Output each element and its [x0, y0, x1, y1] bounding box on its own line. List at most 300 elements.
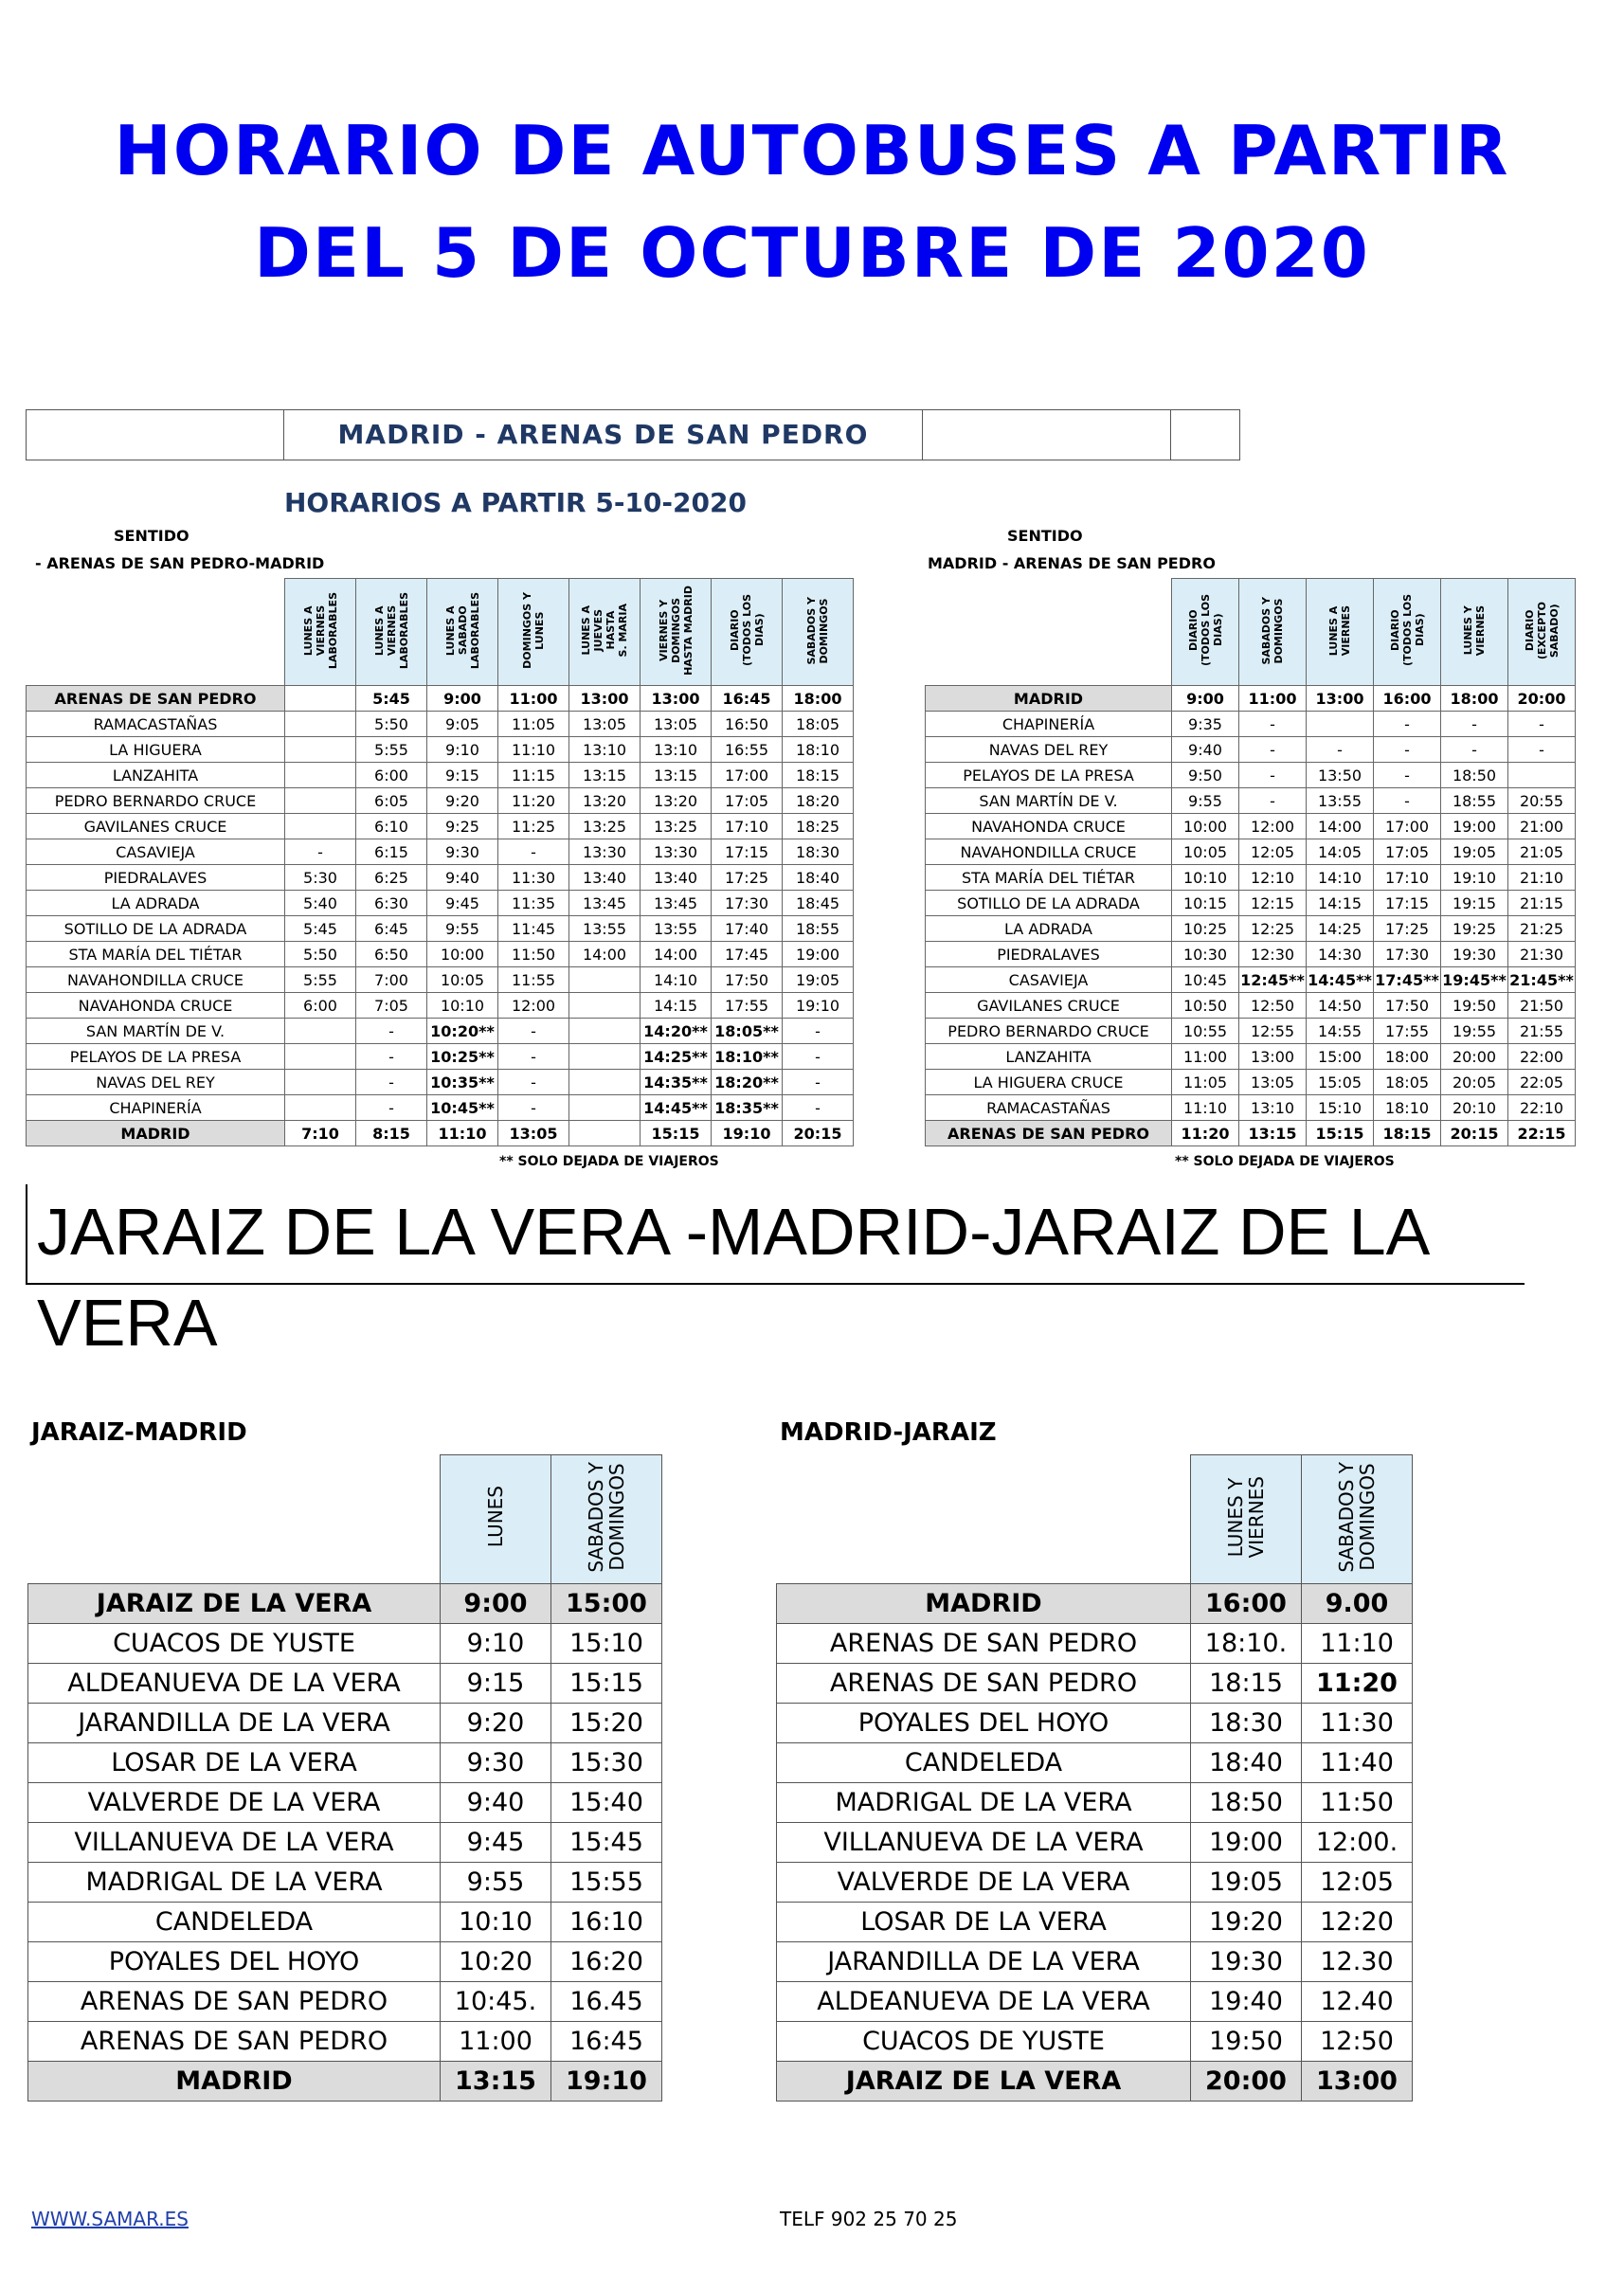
madrid-jaraiz-time-cell: 19:40: [1191, 1982, 1302, 2022]
right-table-time-cell: 12:45**: [1239, 967, 1307, 993]
left-table-stop-name: SOTILLO DE LA ADRADA: [27, 916, 285, 942]
right-table-time-cell: 11:20: [1172, 1121, 1239, 1146]
left-table-time-cell: 14:35**: [641, 1070, 712, 1095]
right-table-time-cell: 20:00: [1508, 686, 1576, 712]
madrid-jaraiz-time-cell: 18:10.: [1191, 1624, 1302, 1664]
right-table-stop-name: LA HIGUERA CRUCE: [926, 1070, 1172, 1095]
left-table-column-header-line: DOMINGOS: [669, 597, 682, 664]
left-table-column-header-line: HASTA MADRID: [681, 586, 695, 676]
left-table-column-header-line: JUEVES: [592, 609, 604, 652]
right-table-column-header-line: SABADOS Y: [1260, 596, 1272, 665]
right-table-time-cell: 21:05: [1508, 839, 1576, 865]
left-table-stop-name: NAVAHONDA CRUCE: [27, 993, 285, 1019]
jaraiz-madrid-time-cell: 16.45: [551, 1982, 662, 2022]
right-table-column-header-line: (EXCEPTO: [1535, 601, 1548, 660]
right-table-column-header: [1441, 579, 1508, 686]
left-table-row: [27, 1095, 854, 1121]
right-table-time-cell: -: [1239, 763, 1307, 788]
right-table-time-cell: 13:05: [1239, 1070, 1307, 1095]
madrid-jaraiz-row: [777, 1942, 1413, 1982]
left-table-row: [27, 865, 854, 891]
right-table-time-cell: 13:10: [1239, 1095, 1307, 1121]
right-table-time-cell: 21:15: [1508, 891, 1576, 916]
right-table-time-cell: 20:00: [1441, 1044, 1508, 1070]
page-title: [0, 99, 1624, 304]
page-title-line-2: DEL 5 DE OCTUBRE DE 2020: [254, 213, 1370, 293]
right-table-time-cell: 17:55: [1374, 1019, 1441, 1044]
left-table-time-cell: 14:15: [641, 993, 712, 1019]
jaraiz-madrid-time-cell: 10:45.: [441, 1982, 551, 2022]
madrid-jaraiz-time-cell: 18:15: [1191, 1664, 1302, 1704]
left-table-stop-name: PEDRO BERNARDO CRUCE: [27, 788, 285, 814]
jaraiz-madrid-time-cell: 10:20: [441, 1942, 551, 1982]
right-table-time-cell: 19:50: [1441, 993, 1508, 1019]
right-table-time-cell: 18:10: [1374, 1095, 1441, 1121]
left-table-time-cell: 6:25: [356, 865, 427, 891]
right-table-stop-name: PELAYOS DE LA PRESA: [926, 763, 1172, 788]
right-table-time-cell: 18:15: [1374, 1121, 1441, 1146]
left-table-time-cell: 15:15: [641, 1121, 712, 1146]
left-table-time-cell: [285, 814, 356, 839]
left-table-time-cell: 10:45**: [427, 1095, 498, 1121]
left-table-time-cell: 9:20: [427, 788, 498, 814]
right-table-stop-name: PIEDRALAVES: [926, 942, 1172, 967]
madrid-jaraiz-time-cell: 9.00: [1302, 1584, 1413, 1624]
jaraiz-madrid-time-cell: 9:15: [441, 1664, 551, 1704]
left-table-note: ** SOLO DEJADA DE VIAJEROS: [499, 1154, 719, 1169]
left-table-column-header-line: LABORABLES: [326, 591, 339, 670]
right-table-stop-name: ARENAS DE SAN PEDRO: [926, 1121, 1172, 1146]
madrid-jaraiz-time-cell: 18:40: [1191, 1743, 1302, 1783]
right-table-time-cell: 15:15: [1307, 1121, 1374, 1146]
right-table-time-cell: 17:15: [1374, 891, 1441, 916]
right-table-row: [926, 1121, 1576, 1146]
left-table-time-cell: 7:10: [285, 1121, 356, 1146]
left-table-column-header-line: DIARIO: [728, 609, 741, 652]
madrid-jaraiz-time-cell: 12:00.: [1302, 1823, 1413, 1863]
left-table-time-cell: [569, 993, 641, 1019]
right-table-time-cell: 20:55: [1508, 788, 1576, 814]
left-table-stop-name: LA HIGUERA: [27, 737, 285, 763]
right-table-time-cell: 14:25: [1307, 916, 1374, 942]
left-table-time-cell: 19:10: [783, 993, 854, 1019]
right-table-stop-name: NAVAHONDA CRUCE: [926, 814, 1172, 839]
jaraiz-madrid-row: [28, 2022, 662, 2062]
jaraiz-madrid-stop-name: POYALES DEL HOYO: [28, 1942, 441, 1982]
left-table-time-cell: [569, 1019, 641, 1044]
madrid-jaraiz-time-cell: 16:00: [1191, 1584, 1302, 1624]
right-table-time-cell: 19:30: [1441, 942, 1508, 967]
right-table-stop-name: PEDRO BERNARDO CRUCE: [926, 1019, 1172, 1044]
left-table-time-cell: 13:45: [641, 891, 712, 916]
left-table-row: [27, 788, 854, 814]
jaraiz-madrid-row: [28, 1584, 662, 1624]
left-table-time-cell: [285, 1070, 356, 1095]
left-table-time-cell: -: [285, 839, 356, 865]
left-table-time-cell: 14:00: [641, 942, 712, 967]
left-table-row: [27, 993, 854, 1019]
left-table-time-cell: 10:05: [427, 967, 498, 993]
right-table-stop-name: STA MARÍA DEL TIÉTAR: [926, 865, 1172, 891]
left-table-time-cell: 13:25: [569, 814, 641, 839]
left-table-row: [27, 942, 854, 967]
madrid-jaraiz-stop-name: CUACOS DE YUSTE: [777, 2022, 1191, 2062]
madrid-jaraiz-column-header-line: LUNES Y: [1224, 1477, 1247, 1557]
right-table-time-cell: -: [1374, 712, 1441, 737]
page-title-line-1: HORARIO DE AUTOBUSES A PARTIR: [114, 111, 1510, 190]
right-table-column-header-line: LUNES Y: [1462, 605, 1474, 656]
right-table-time-cell: 11:10: [1172, 1095, 1239, 1121]
left-table-time-cell: 18:00: [783, 686, 854, 712]
madrid-jaraiz-time-cell: 11:50: [1302, 1783, 1413, 1823]
left-table-time-cell: 13:25: [641, 814, 712, 839]
jaraiz-madrid-row: [28, 1624, 662, 1664]
jaraiz-madrid-time-cell: 15:00: [551, 1584, 662, 1624]
jaraiz-madrid-time-cell: 9:45: [441, 1823, 551, 1863]
right-table-stop-name: GAVILANES CRUCE: [926, 993, 1172, 1019]
left-table-column-header-line: DOMINGOS Y: [521, 592, 533, 669]
left-table-time-cell: 9:55: [427, 916, 498, 942]
jaraiz-madrid-stop-name: JARAIZ DE LA VERA: [28, 1584, 441, 1624]
madrid-jaraiz-time-cell: 11:40: [1302, 1743, 1413, 1783]
left-table-time-cell: [569, 1044, 641, 1070]
left-table-time-cell: 16:45: [712, 686, 783, 712]
left-table-time-cell: 19:00: [783, 942, 854, 967]
right-table-column-header-line: DIARIO: [1186, 609, 1200, 652]
right-table-time-cell: 15:05: [1307, 1070, 1374, 1095]
left-table-stop-name: ARENAS DE SAN PEDRO: [27, 686, 285, 712]
left-table-time-cell: 17:30: [712, 891, 783, 916]
jaraiz-madrid-header-blank: [28, 1455, 441, 1584]
right-table-time-cell: 21:10: [1508, 865, 1576, 891]
jaraiz-madrid-time-cell: 16:45: [551, 2022, 662, 2062]
jaraiz-madrid-row: [28, 1823, 662, 1863]
madrid-jaraiz-row: [777, 1903, 1413, 1942]
jaraiz-madrid-stop-name: MADRID: [28, 2062, 441, 2102]
left-table-time-cell: [569, 1121, 641, 1146]
left-table-time-cell: 6:00: [285, 993, 356, 1019]
right-table-time-cell: 14:05: [1307, 839, 1374, 865]
left-table-time-cell: 13:15: [641, 763, 712, 788]
left-table-time-cell: 11:10: [427, 1121, 498, 1146]
left-table-time-cell: 5:40: [285, 891, 356, 916]
right-table-time-cell: 17:00: [1374, 814, 1441, 839]
jaraiz-madrid-row: [28, 1704, 662, 1743]
right-table-time-cell: 19:00: [1441, 814, 1508, 839]
left-table-time-cell: 18:05: [783, 712, 854, 737]
left-table-column-header-line: S. MARIA: [617, 604, 629, 658]
left-table-stop-name: NAVAS DEL REY: [27, 1070, 285, 1095]
right-table-time-cell: 10:30: [1172, 942, 1239, 967]
left-table-row: [27, 891, 854, 916]
right-table-time-cell: -: [1508, 737, 1576, 763]
madrid-jaraiz-time-cell: 12.40: [1302, 1982, 1413, 2022]
right-table-time-cell: 13:00: [1239, 1044, 1307, 1070]
right-table-time-cell: 14:55: [1307, 1019, 1374, 1044]
left-table-time-cell: 18:55: [783, 916, 854, 942]
website-link[interactable]: WWW.SAMAR.ES: [31, 2208, 189, 2230]
right-table-row: [926, 839, 1576, 865]
left-table-column-header-line: SABADOS Y: [805, 596, 818, 665]
right-table-row: [926, 865, 1576, 891]
madrid-jaraiz-time-cell: 12:05: [1302, 1863, 1413, 1903]
left-table-stop-name: CASAVIEJA: [27, 839, 285, 865]
left-table-time-cell: 13:40: [641, 865, 712, 891]
madrid-jaraiz-header-blank: [777, 1455, 1191, 1584]
right-table-time-cell: 10:10: [1172, 865, 1239, 891]
left-table-time-cell: 10:10: [427, 993, 498, 1019]
left-table-row: [27, 967, 854, 993]
jaraiz-madrid-time-cell: 15:45: [551, 1823, 662, 1863]
left-table-time-cell: 17:55: [712, 993, 783, 1019]
right-table-time-cell: 12:15: [1239, 891, 1307, 916]
left-table-time-cell: -: [783, 1019, 854, 1044]
left-table-time-cell: 18:05**: [712, 1019, 783, 1044]
left-table-time-cell: 11:35: [498, 891, 569, 916]
right-table-time-cell: -: [1239, 788, 1307, 814]
left-table-column-header-line: LUNES A: [580, 605, 592, 656]
right-table-time-cell: 22:10: [1508, 1095, 1576, 1121]
left-table-time-cell: -: [356, 1044, 427, 1070]
madrid-jaraiz-column-header-line: VIERNES: [1245, 1475, 1268, 1559]
left-table-time-cell: -: [356, 1070, 427, 1095]
right-table-time-cell: 12:10: [1239, 865, 1307, 891]
left-table-time-cell: 6:50: [356, 942, 427, 967]
madrid-jaraiz-row: [777, 1743, 1413, 1783]
jaraiz-madrid-stop-name: ALDEANUEVA DE LA VERA: [28, 1664, 441, 1704]
jaraiz-madrid-stop-name: VALVERDE DE LA VERA: [28, 1783, 441, 1823]
right-table-time-cell: 20:10: [1441, 1095, 1508, 1121]
jaraiz-madrid-row: [28, 2062, 662, 2102]
left-table-column-header-line: VIERNES Y: [657, 599, 670, 662]
left-table-time-cell: 17:25: [712, 865, 783, 891]
left-table-time-cell: 13:05: [498, 1121, 569, 1146]
left-table-time-cell: 5:30: [285, 865, 356, 891]
left-table-time-cell: [285, 737, 356, 763]
left-table-time-cell: 11:05: [498, 712, 569, 737]
left-table-column-header-line: (TODOS LOS: [740, 594, 753, 667]
right-table-time-cell: 10:05: [1172, 839, 1239, 865]
right-table-time-cell: 18:50: [1441, 763, 1508, 788]
left-table-header-blank: [27, 579, 285, 686]
left-table-time-cell: 17:15: [712, 839, 783, 865]
left-table-column-header: [427, 579, 498, 686]
left-table-column-header-line: VIERNES: [385, 604, 398, 657]
left-table-time-cell: 13:20: [569, 788, 641, 814]
madrid-jaraiz-time-cell: 11:20: [1302, 1664, 1413, 1704]
left-table-time-cell: 13:10: [641, 737, 712, 763]
left-table-time-cell: 9:05: [427, 712, 498, 737]
route-header-blank-left: [26, 409, 283, 460]
right-table-column-header: [1307, 579, 1374, 686]
left-table-row: [27, 1121, 854, 1146]
right-table-time-cell: 22:05: [1508, 1070, 1576, 1095]
left-direction-label: - ARENAS DE SAN PEDRO-MADRID: [35, 554, 325, 572]
jaraiz-madrid-stop-name: LOSAR DE LA VERA: [28, 1743, 441, 1783]
right-table-time-cell: -: [1239, 737, 1307, 763]
right-table-time-cell: 9:35: [1172, 712, 1239, 737]
left-table-time-cell: 9:00: [427, 686, 498, 712]
jaraiz-madrid-time-cell: 15:20: [551, 1704, 662, 1743]
left-table-time-cell: 14:20**: [641, 1019, 712, 1044]
jaraiz-madrid-time-cell: 9:20: [441, 1704, 551, 1743]
right-table-time-cell: 18:00: [1374, 1044, 1441, 1070]
jaraiz-madrid-row: [28, 1942, 662, 1982]
jaraiz-madrid-time-cell: 16:10: [551, 1903, 662, 1942]
madrid-jaraiz-time-cell: 12.30: [1302, 1942, 1413, 1982]
left-table-time-cell: 9:25: [427, 814, 498, 839]
right-table-time-cell: 9:00: [1172, 686, 1239, 712]
left-table-stop-name: PELAYOS DE LA PRESA: [27, 1044, 285, 1070]
left-table-time-cell: 13:05: [569, 712, 641, 737]
left-table-time-cell: 18:30: [783, 839, 854, 865]
left-table-time-cell: 13:40: [569, 865, 641, 891]
jaraiz-madrid-time-cell: 10:10: [441, 1903, 551, 1942]
left-table-stop-name: SAN MARTÍN DE V.: [27, 1019, 285, 1044]
left-table-time-cell: 11:00: [498, 686, 569, 712]
madrid-jaraiz-row: [777, 1863, 1413, 1903]
left-table-time-cell: 5:45: [356, 686, 427, 712]
left-table-time-cell: 6:15: [356, 839, 427, 865]
right-table-row: [926, 1095, 1576, 1121]
left-table-row: [27, 763, 854, 788]
right-table-time-cell: -: [1374, 788, 1441, 814]
right-table-time-cell: -: [1508, 712, 1576, 737]
left-table-time-cell: 18:40: [783, 865, 854, 891]
left-table-stop-name: LA ADRADA: [27, 891, 285, 916]
right-table-time-cell: 19:10: [1441, 865, 1508, 891]
right-table-time-cell: 11:00: [1172, 1044, 1239, 1070]
right-table-row: [926, 814, 1576, 839]
jaraiz-madrid-time-cell: 15:15: [551, 1664, 662, 1704]
right-table-time-cell: 9:40: [1172, 737, 1239, 763]
right-table-time-cell: 21:45**: [1508, 967, 1576, 993]
madrid-jaraiz-stop-name: JARANDILLA DE LA VERA: [777, 1942, 1191, 1982]
left-table-column-header-line: DIAS): [752, 614, 766, 647]
right-table-column-header-line: VIERNES: [1474, 604, 1487, 657]
left-table-time-cell: 18:20: [783, 788, 854, 814]
right-table-time-cell: 17:30: [1374, 942, 1441, 967]
right-table-row: [926, 916, 1576, 942]
right-table-time-cell: 12:30: [1239, 942, 1307, 967]
left-table-time-cell: 17:40: [712, 916, 783, 942]
madrid-jaraiz-label: MADRID-JARAIZ: [780, 1418, 997, 1447]
right-table-time-cell: -: [1441, 712, 1508, 737]
left-table-time-cell: [569, 1095, 641, 1121]
madrid-jaraiz-time-cell: 19:05: [1191, 1863, 1302, 1903]
left-table-time-cell: 5:55: [285, 967, 356, 993]
madrid-jaraiz-stop-name: VALVERDE DE LA VERA: [777, 1863, 1191, 1903]
jaraiz-madrid-time-cell: 9:00: [441, 1584, 551, 1624]
left-table-time-cell: -: [783, 1095, 854, 1121]
left-table-row: [27, 1070, 854, 1095]
right-table-time-cell: 19:25: [1441, 916, 1508, 942]
madrid-jaraiz-stop-name: MADRID: [777, 1584, 1191, 1624]
left-sentido-label: SENTIDO: [114, 527, 189, 545]
right-table-row: [926, 993, 1576, 1019]
left-table-time-cell: [285, 712, 356, 737]
right-table-stop-name: SOTILLO DE LA ADRADA: [926, 891, 1172, 916]
right-table-time-cell: 13:15: [1239, 1121, 1307, 1146]
right-table-row: [926, 737, 1576, 763]
right-table-row: [926, 967, 1576, 993]
right-table-time-cell: 17:45**: [1374, 967, 1441, 993]
madrid-jaraiz-row: [777, 1982, 1413, 2022]
right-table-time-cell: 16:00: [1374, 686, 1441, 712]
left-table-time-cell: 17:10: [712, 814, 783, 839]
left-table-time-cell: 10:25**: [427, 1044, 498, 1070]
right-table-time-cell: 12:55: [1239, 1019, 1307, 1044]
right-table-time-cell: 14:30: [1307, 942, 1374, 967]
right-table-time-cell: 19:55: [1441, 1019, 1508, 1044]
madrid-jaraiz-column-header: [1191, 1455, 1302, 1584]
right-table-time-cell: -: [1307, 737, 1374, 763]
left-table-time-cell: 7:00: [356, 967, 427, 993]
right-table-row: [926, 1044, 1576, 1070]
right-table-time-cell: 13:55: [1307, 788, 1374, 814]
left-table-time-cell: 17:05: [712, 788, 783, 814]
left-table-column-header-line: LABORABLES: [468, 591, 481, 670]
left-table-time-cell: [285, 763, 356, 788]
right-table-time-cell: 11:00: [1239, 686, 1307, 712]
left-table-column-header-line: LUNES: [533, 611, 546, 650]
right-table-stop-name: SAN MARTÍN DE V.: [926, 788, 1172, 814]
left-table-time-cell: 6:45: [356, 916, 427, 942]
right-table-row: [926, 763, 1576, 788]
jaraiz-madrid-time-cell: 16:20: [551, 1942, 662, 1982]
left-table-time-cell: 17:45: [712, 942, 783, 967]
jaraiz-madrid-row: [28, 1903, 662, 1942]
left-table-column-header-line: HASTA: [604, 611, 617, 650]
right-table-row: [926, 686, 1576, 712]
left-table-time-cell: 20:15: [783, 1121, 854, 1146]
madrid-jaraiz-stop-name: VILLANUEVA DE LA VERA: [777, 1823, 1191, 1863]
left-table-time-cell: [285, 1019, 356, 1044]
jaraiz-madrid-time-cell: 15:40: [551, 1783, 662, 1823]
left-table-time-cell: 13:30: [641, 839, 712, 865]
left-table-time-cell: 18:10: [783, 737, 854, 763]
jaraiz-madrid-time-cell: 13:15: [441, 2062, 551, 2102]
madrid-jaraiz-time-cell: 11:10: [1302, 1624, 1413, 1664]
left-table-time-cell: 5:45: [285, 916, 356, 942]
left-table-row: [27, 737, 854, 763]
right-table-column-header-line: VIERNES: [1340, 604, 1352, 657]
left-table-stop-name: STA MARÍA DEL TIÉTAR: [27, 942, 285, 967]
right-table-column-header-line: DIAS): [1413, 614, 1426, 647]
left-table-column-header-line: LUNES A: [443, 605, 457, 656]
jaraiz-madrid-stop-name: ARENAS DE SAN PEDRO: [28, 1982, 441, 2022]
madrid-jaraiz-stop-name: ALDEANUEVA DE LA VERA: [777, 1982, 1191, 2022]
right-table-time-cell: 14:15: [1307, 891, 1374, 916]
jaraiz-madrid-column-header-line: DOMINGOS: [605, 1463, 628, 1571]
left-table-time-cell: 18:45: [783, 891, 854, 916]
left-table-column-header: [569, 579, 641, 686]
left-table-time-cell: 11:50: [498, 942, 569, 967]
right-table-stop-name: MADRID: [926, 686, 1172, 712]
madrid-jaraiz-time-cell: 11:30: [1302, 1704, 1413, 1743]
left-table-time-cell: 11:55: [498, 967, 569, 993]
left-table-time-cell: 6:30: [356, 891, 427, 916]
left-table-time-cell: 14:00: [569, 942, 641, 967]
madrid-jaraiz-stop-name: ARENAS DE SAN PEDRO: [777, 1624, 1191, 1664]
left-table-time-cell: 13:00: [569, 686, 641, 712]
left-table-row: [27, 814, 854, 839]
left-table-time-cell: 10:35**: [427, 1070, 498, 1095]
left-table-stop-name: MADRID: [27, 1121, 285, 1146]
left-table-time-cell: [285, 788, 356, 814]
left-table-time-cell: 18:15: [783, 763, 854, 788]
left-table-time-cell: 13:00: [641, 686, 712, 712]
